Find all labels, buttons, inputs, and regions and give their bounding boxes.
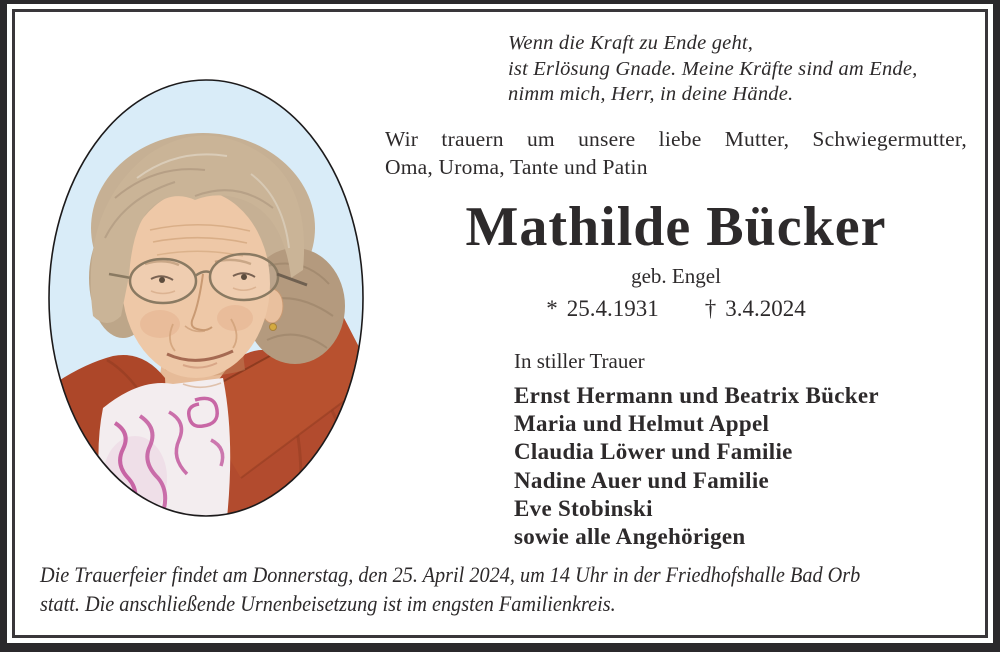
verse-line: Wenn die Kraft zu Ende geht, [508, 32, 754, 54]
intro-line: Wir trauern um unsere liebe Mutter, Schwiegermutter, [385, 127, 967, 151]
death-symbol: † [704, 296, 717, 321]
obituary-page [7, 4, 993, 643]
verse-line: nimm mich, Herr, in deine Hände. [508, 83, 794, 105]
mourners-label: In stiller Trauer [514, 349, 645, 373]
portrait-photo [45, 78, 367, 518]
mourner-name: sowie alle Angehörigen [514, 524, 746, 550]
mourners-block [514, 349, 879, 551]
mourner-name: Eve Stobinski [514, 495, 653, 521]
birth-date: * 25.4.1931 [546, 296, 659, 321]
mourner-name: Ernst Hermann und Beatrix Bücker [514, 383, 879, 408]
death-date: † 3.4.2024 [704, 296, 806, 321]
intro-line: Oma, Uroma, Tante und Patin [385, 154, 648, 179]
funeral-notice-line: Die Trauerfeier findet am Donnerstag, den 25. April 2024, um 14 Uhr in der Friedhofshalle Bad Orb [40, 562, 861, 587]
birth-symbol: * [546, 296, 558, 321]
deceased-name: Mathilde Bücker [465, 196, 887, 258]
mourning-intro [385, 126, 967, 181]
mourner-name: Maria und Helmut Appel [514, 411, 770, 437]
opening-verse [508, 31, 917, 108]
maiden-name: geb. Engel [631, 264, 721, 288]
verse-line: ist Erlösung Gnade. Meine Kräfte sind am Ende, [508, 57, 918, 80]
life-dates [385, 296, 967, 322]
funeral-notice-line: statt. Die anschließende Urnenbeisetzung ist im engsten Familienkreis. [40, 591, 616, 616]
mourner-name: Claudia Löwer und Familie [514, 439, 793, 465]
portrait-photo-graphic [45, 78, 367, 518]
funeral-notice [40, 560, 951, 618]
mourner-name: Nadine Auer und Familie [514, 467, 770, 493]
